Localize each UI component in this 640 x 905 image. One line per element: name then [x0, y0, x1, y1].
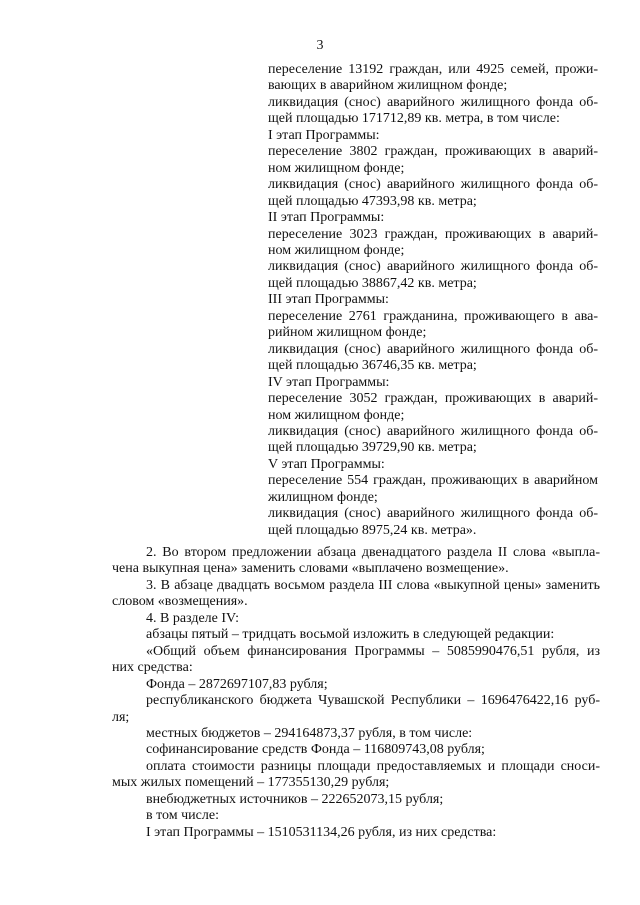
body-text-line: республиканского бюджета Чувашской Республики – 1696476422,16 руб-: [146, 693, 600, 709]
body-text-line: софинансирование средств Фонда – 116809743,08 рубля;: [146, 742, 485, 758]
column-text-line: ном жилищном фонде;: [268, 242, 405, 258]
column-text-line: переселение 2761 гражданина, проживающего в ава-: [268, 308, 598, 324]
column-text-line: переселение 3052 граждан, проживающих в аварий-: [268, 391, 598, 407]
column-text-line: щей площадью 38867,42 кв. метра;: [268, 275, 477, 291]
column-text-line: щей площадью 8975,24 кв. метра».: [268, 522, 477, 538]
body-text-line: них средства:: [112, 660, 193, 676]
body-text-line: в том числе:: [146, 808, 219, 824]
body-text-line: «Общий объем финансирования Программы – 5085990476,51 рубля, из: [146, 643, 600, 659]
column-text-line: вающих в аварийном жилищном фонде;: [268, 78, 508, 94]
body-text-line: 3. В абзаце двадцать восьмом раздела III слова «выкупной цены» заменить: [146, 577, 600, 593]
column-text-line: ликвидация (снос) аварийного жилищного фонда об-: [268, 259, 598, 275]
page-number: 3: [316, 38, 324, 53]
column-text-line: III этап Программы:: [268, 292, 389, 308]
body-text-line: мых жилых помещений – 177355130,29 рубля;: [112, 775, 390, 791]
column-text-line: переселение 3023 граждан, проживающих в аварий-: [268, 226, 598, 242]
column-text-line: II этап Программы:: [268, 210, 385, 226]
column-text-line: щей площадью 47393,98 кв. метра;: [268, 193, 477, 209]
column-text-line: ликвидация (снос) аварийного жилищного фонда об-: [268, 177, 598, 193]
body-text-line: 4. В разделе IV:: [146, 610, 239, 626]
column-text-line: щей площадью 171712,89 кв. метра, в том числе:: [268, 111, 560, 127]
body-text-line: I этап Программы – 1510531134,26 рубля, из них средства:: [146, 824, 497, 840]
amendment-body-text: [112, 545, 600, 841]
column-text-line: I этап Программы:: [268, 127, 380, 143]
column-text-line: жилищном фонде;: [268, 489, 378, 505]
body-text-line: внебюджетных источников – 222652073,15 рубля;: [146, 791, 444, 807]
body-text-line: оплата стоимости разницы площади предоставляемых и площади сноси-: [146, 758, 600, 774]
body-text-line: ля;: [112, 709, 130, 725]
column-text-line: ном жилищном фонде;: [268, 160, 405, 176]
column-text-line: переселение 3802 граждан, проживающих в аварий-: [268, 144, 598, 160]
column-text-line: щей площадью 39729,90 кв. метра;: [268, 440, 477, 456]
column-text-line: ликвидация (снос) аварийного жилищного фонда об-: [268, 506, 598, 522]
program-targets-column: [268, 62, 598, 539]
column-text-line: ном жилищном фонде;: [268, 407, 405, 423]
column-text-line: V этап Программы:: [268, 456, 385, 472]
body-text-line: 2. Во втором предложении абзаца двенадцатого раздела II слова «выпла-: [146, 545, 600, 560]
column-text-line: переселение 13192 граждан, или 4925 семей, прожи-: [268, 62, 598, 77]
column-text-line: ликвидация (снос) аварийного жилищного фонда об-: [268, 341, 598, 357]
column-text-line: ликвидация (снос) аварийного жилищного фонда об-: [268, 423, 598, 439]
column-text-line: IV этап Программы:: [268, 374, 390, 390]
body-text-line: словом «возмещения».: [112, 594, 248, 610]
body-text-line: чена выкупная цена» заменить словами «выплачено возмещение».: [112, 561, 509, 577]
column-text-line: переселение 554 граждан, проживающих в аварийном: [268, 473, 598, 489]
column-text-line: ликвидация (снос) аварийного жилищного фонда об-: [268, 94, 598, 110]
column-text-line: рийном жилищном фонде;: [268, 325, 427, 341]
body-text-line: Фонда – 2872697107,83 рубля;: [146, 676, 328, 692]
body-text-line: местных бюджетов – 294164873,37 рубля, в том числе:: [146, 725, 473, 741]
body-text-line: абзацы пятый – тридцать восьмой изложить в следующей редакции:: [146, 627, 555, 643]
column-text-line: щей площадью 36746,35 кв. метра;: [268, 358, 477, 374]
